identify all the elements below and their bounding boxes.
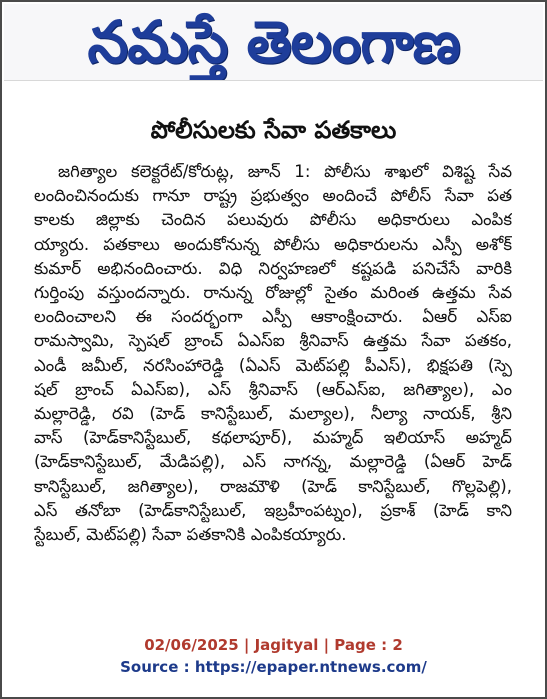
article-line: లందించినందుకు గానూ రాష్ట్ర ప్రభుత్వం అందించే పోలీస్ సేవా పత [34, 186, 512, 206]
article-line: స్టేబుల్, మెట్‌పల్లి) సేవా పతకానికి ఎంపికయ్యారు. [34, 525, 347, 545]
article-line: వాస్ (హెడ్‌కానిస్టేబుల్, కథలాపూర్), మహ్మద్ ఇలియాస్ అహ్మద్ [34, 428, 512, 448]
article-line: కానిస్టేబుల్, జగిత్యాల), రాజమౌళి (హెడ్ కానిస్టేబుల్, గొల్లపెల్లి), [34, 476, 512, 496]
masthead [4, 4, 543, 81]
article-line: ఎస్ తనోబా (హెడ్‌కానిస్టేబుల్, ఇబ్రహీంపట్నం), ప్రకాశ్ (హెడ్ కాని [34, 500, 512, 520]
article-line: కాలకు జిల్లాకు చెందిన పలువురు పోలీసు అధికారులు ఎంపిక [34, 210, 512, 230]
article-line: (హెడ్‌కానిస్టేబుల్, మేడిపల్లి), ఎస్ నాగన్న, మల్లారెడ్డి (ఏఆర్ హెడ్ [34, 452, 512, 472]
article-line: జగిత్యాల కలెక్టరేట్/కోరుట్ల, జూన్ 1: పోలీసు శాఖలో విశిష్ట సేవ [58, 162, 512, 181]
page-footer [4, 634, 543, 678]
article-line: మల్లారెడ్డి, రవి (హెడ్ కానిస్టేబుల్, మల్యాల), నీల్యా నాయక్, శ్రీని [34, 404, 512, 424]
article-body [34, 160, 512, 547]
article-line: ఎండీ జమీల్, నరసింహారెడ్డి (ఏఎస్ మెట్‌పల్లి పీఎస్), భిక్షపతి (స్పె [34, 355, 512, 375]
dateline: 02/06/2025 | Jagityal | Page : 2 [144, 636, 403, 654]
article-line: య్యారు. పతకాలు అందుకోనున్న పోలీసు అధికారులను ఎస్పీ అశోక్ [34, 234, 512, 254]
article-line: షల్ బ్రాంచ్ ఏఎస్ఐ), ఎస్ శ్రీనివాస్ (ఆర్ఎస్ఐ, జగిత్యాల), ఎం [34, 379, 512, 399]
article-line: లందించాలని ఈ సందర్భంగా ఎస్పీ ఆకాంక్షించారు. ఏఆర్ ఎస్ఐ [34, 307, 512, 327]
newspaper-logo: నమస్తే తెలంగాణ [87, 8, 460, 76]
article-line: రామస్వామి, స్పెషల్ బ్రాంచ్ ఏఎస్ఐ శ్రీనివాస్ ఉత్తమ సేవా పతకం, [34, 331, 512, 351]
article-line: కుమార్ అభినందించారు. విధి నిర్వహణలో కష్టపడి పనిచేసే వారికి [34, 258, 512, 278]
article-headline: పోలీసులకు సేవా పతకాలు [150, 116, 397, 144]
source-link[interactable]: Source : https://epaper.ntnews.com/ [120, 658, 427, 676]
article-line: గుర్తింపు వస్తుందన్నారు. రానున్న రోజుల్లో సైతం మరింత ఉత్తమ సేవ [34, 283, 512, 303]
